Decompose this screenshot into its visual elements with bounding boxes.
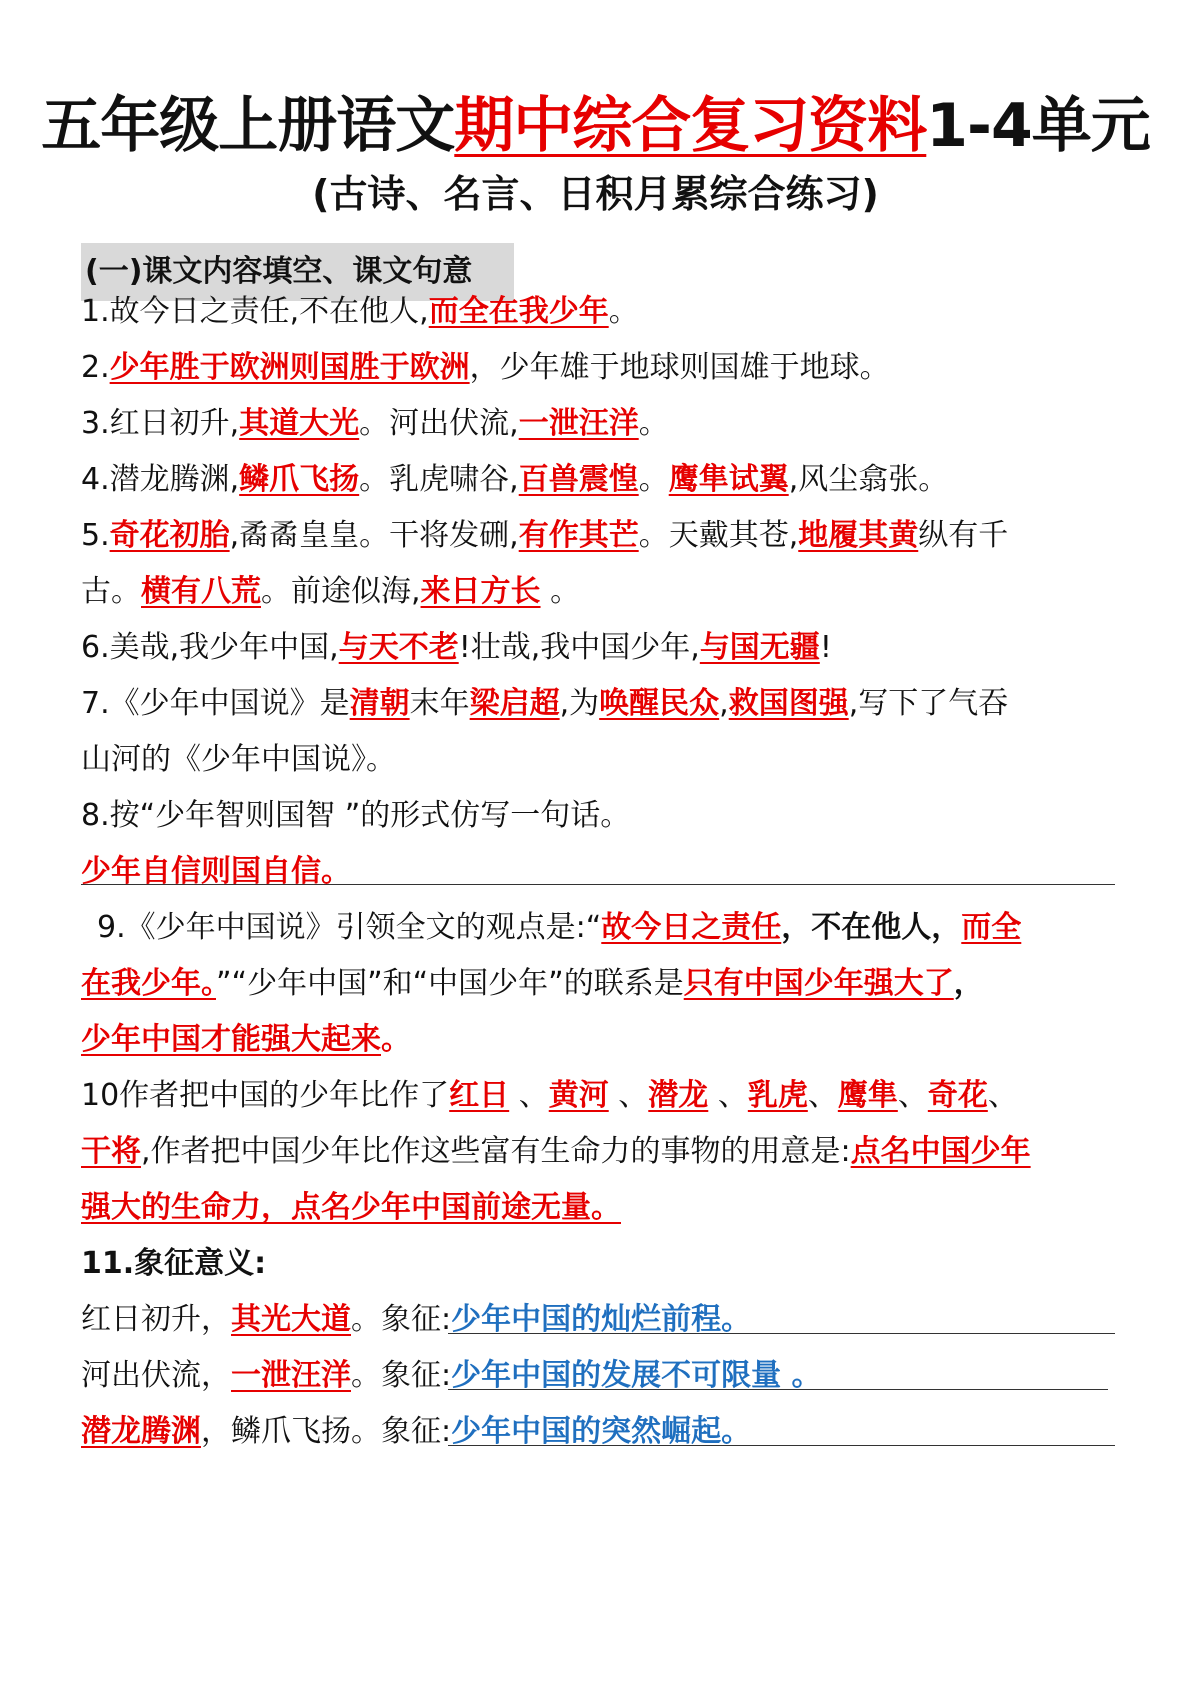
question-text: 。象征: xyxy=(351,1358,452,1393)
question-9-continued xyxy=(81,964,1115,1004)
question-text: 3.红日初升, xyxy=(81,406,240,441)
answer: 潜龙腾渊 xyxy=(81,1414,201,1449)
question-text: 。 xyxy=(638,462,669,497)
answer: 鳞爪飞扬 xyxy=(239,462,360,497)
question-text: ,风尘翕张。 xyxy=(788,462,949,497)
symbol-answer: 少年中国的发展不可限量 。 xyxy=(451,1358,822,1393)
answer: 少年胜于欧洲则国胜于欧洲 xyxy=(109,350,470,385)
question-text: 1.故今日之责任,不在他人, xyxy=(81,294,429,329)
title-highlight: 期中综合复习资料 xyxy=(454,91,927,161)
question-text: 5. xyxy=(81,518,110,553)
question-text: 。象征: xyxy=(351,1302,452,1337)
question-text: 纵有千 xyxy=(918,518,1009,553)
question-text: 4.潜龙腾渊, xyxy=(81,462,240,497)
answer: 潜龙 xyxy=(648,1078,709,1113)
question-text: 、 xyxy=(509,1078,549,1113)
question-4 xyxy=(81,460,1115,500)
question-3 xyxy=(81,404,1115,444)
symbol-line-2 xyxy=(81,1356,1115,1396)
question-5-continued xyxy=(81,572,1115,612)
answer: 红日 xyxy=(449,1078,510,1113)
symbol-answer: 少年中国的突然崛起。 xyxy=(451,1414,752,1449)
question-text: 、 xyxy=(608,1078,649,1113)
question-9 xyxy=(97,908,1131,948)
page-subtitle: (古诗、名言、日积月累综合练习) xyxy=(312,172,879,216)
question-7-continued: 山河的《少年中国说》。 xyxy=(81,742,396,777)
section-heading: (一)课文内容填空、课文句意 xyxy=(81,243,514,301)
question-2 xyxy=(81,348,1115,388)
symbol-answer: 少年中国的灿烂前程。 xyxy=(451,1302,752,1337)
question-text: 6.美哉,我少年中国, xyxy=(81,630,339,665)
answer: 鹰隼 xyxy=(837,1078,898,1113)
answer-underline xyxy=(81,884,1115,885)
question-9-answer-end xyxy=(81,1020,1115,1060)
question-text: ,矞矞皇皇。干将发硎, xyxy=(229,518,519,553)
question-text: !壮哉,我中国少年, xyxy=(458,630,700,665)
answer: 一泄汪洋 xyxy=(518,406,639,441)
question-text: 古。 xyxy=(81,574,141,609)
question-text: ! xyxy=(819,630,832,665)
title-text-a: 五年级上册语文 xyxy=(41,91,455,161)
answer-underline xyxy=(448,1389,1108,1390)
question-text: 。 xyxy=(540,574,581,609)
question-5 xyxy=(81,516,1115,556)
question-text: 。 xyxy=(638,406,669,441)
question-1 xyxy=(81,292,1115,332)
question-text: 。天戴其苍, xyxy=(638,518,799,553)
answer: 乳虎 xyxy=(747,1078,808,1113)
question-text: 2. xyxy=(81,350,110,385)
question-10-answer-end xyxy=(81,1188,1115,1228)
question-text: ，不在他人， xyxy=(781,910,962,945)
question-text: 红日初升， xyxy=(81,1302,231,1337)
question-text: 、 xyxy=(897,1078,928,1113)
question-text: 、 xyxy=(807,1078,838,1113)
answer: 故今日之责任 xyxy=(601,910,782,945)
answer: 唤醒民众 xyxy=(599,686,720,721)
question-text: 河出伏流， xyxy=(81,1358,231,1393)
answer: 少年中国才能强大起来 xyxy=(81,1022,381,1057)
answer: 一泄汪洋 xyxy=(231,1358,351,1393)
answer: 来日方长 xyxy=(420,574,541,609)
answer-underline xyxy=(448,1333,1115,1334)
answer: 梁启超 xyxy=(469,686,560,721)
answer: 干将 xyxy=(81,1134,141,1169)
answer: 与天不老 xyxy=(338,630,459,665)
question-10 xyxy=(81,1076,1115,1116)
title-text-b: 1-4单元 xyxy=(926,91,1150,161)
question-text: 、 xyxy=(987,1078,1018,1113)
question-text: 。乳虎啸谷, xyxy=(359,462,519,497)
answer: 强大的生命力，点名少年中国前途无量。 xyxy=(81,1190,621,1225)
page-title xyxy=(0,86,1191,166)
answer: 黄河 xyxy=(548,1078,609,1113)
question-text: 。 xyxy=(381,1022,411,1057)
question-text: ,为 xyxy=(559,686,600,721)
answer: 救国图强 xyxy=(728,686,849,721)
question-text: ”“少年中国”和“中国少年”的联系是 xyxy=(216,966,684,1001)
symbol-line-1 xyxy=(81,1300,1115,1340)
question-text: 9.《少年中国说》引领全文的观点是:“ xyxy=(97,910,602,945)
symbol-line-3 xyxy=(81,1412,1115,1452)
answer: 地履其黄 xyxy=(798,518,919,553)
answer: 在我少年。 xyxy=(81,966,216,1001)
question-7 xyxy=(81,684,1115,724)
answer: 奇花初胎 xyxy=(109,518,230,553)
question-text: 7.《少年中国说》是 xyxy=(81,686,350,721)
question-text: 10作者把中国的少年比作了 xyxy=(81,1078,450,1113)
question-8: 8.按“少年智则国智 ”的形式仿写一句话。 xyxy=(81,798,631,833)
question-text: 。 xyxy=(608,294,639,329)
question-8-answer xyxy=(81,852,1115,892)
answer: 百兽震惶 xyxy=(518,462,639,497)
answer: 点名中国少年 xyxy=(850,1134,1031,1169)
question-11: 11.象征意义: xyxy=(81,1246,267,1281)
question-text: ，鳞爪飞扬。象征: xyxy=(201,1414,452,1449)
question-text: ,写下了气吞 xyxy=(848,686,1009,721)
question-10-continued xyxy=(81,1132,1115,1172)
question-text: 。河出伏流, xyxy=(359,406,519,441)
question-text: , xyxy=(719,686,729,721)
answer: 鹰隼试翼 xyxy=(668,462,789,497)
question-text: ,作者把中国少年比作这些富有生命力的事物的用意是: xyxy=(141,1134,851,1169)
answer: 少年自信则国自信。 xyxy=(81,854,351,889)
answer: 只有中国少年强大了 xyxy=(683,966,954,1001)
answer: 与国无疆 xyxy=(699,630,820,665)
answer: 其光大道 xyxy=(231,1302,351,1337)
answer: 奇花 xyxy=(927,1078,988,1113)
answer: 清朝 xyxy=(349,686,410,721)
answer-underline xyxy=(448,1445,1115,1446)
answer: 而全 xyxy=(961,910,1022,945)
answer: 有作其芒 xyxy=(518,518,639,553)
question-6 xyxy=(81,628,1115,668)
question-text: 。前途似海, xyxy=(261,574,421,609)
question-text: ， xyxy=(953,966,984,1001)
question-text: 末年 xyxy=(409,686,470,721)
answer: 其道大光 xyxy=(239,406,360,441)
question-text: 、 xyxy=(708,1078,748,1113)
answer: 而全在我少年 xyxy=(428,294,609,329)
answer: 横有八荒 xyxy=(141,574,261,609)
question-text: ，少年雄于地球则国雄于地球。 xyxy=(469,350,890,385)
